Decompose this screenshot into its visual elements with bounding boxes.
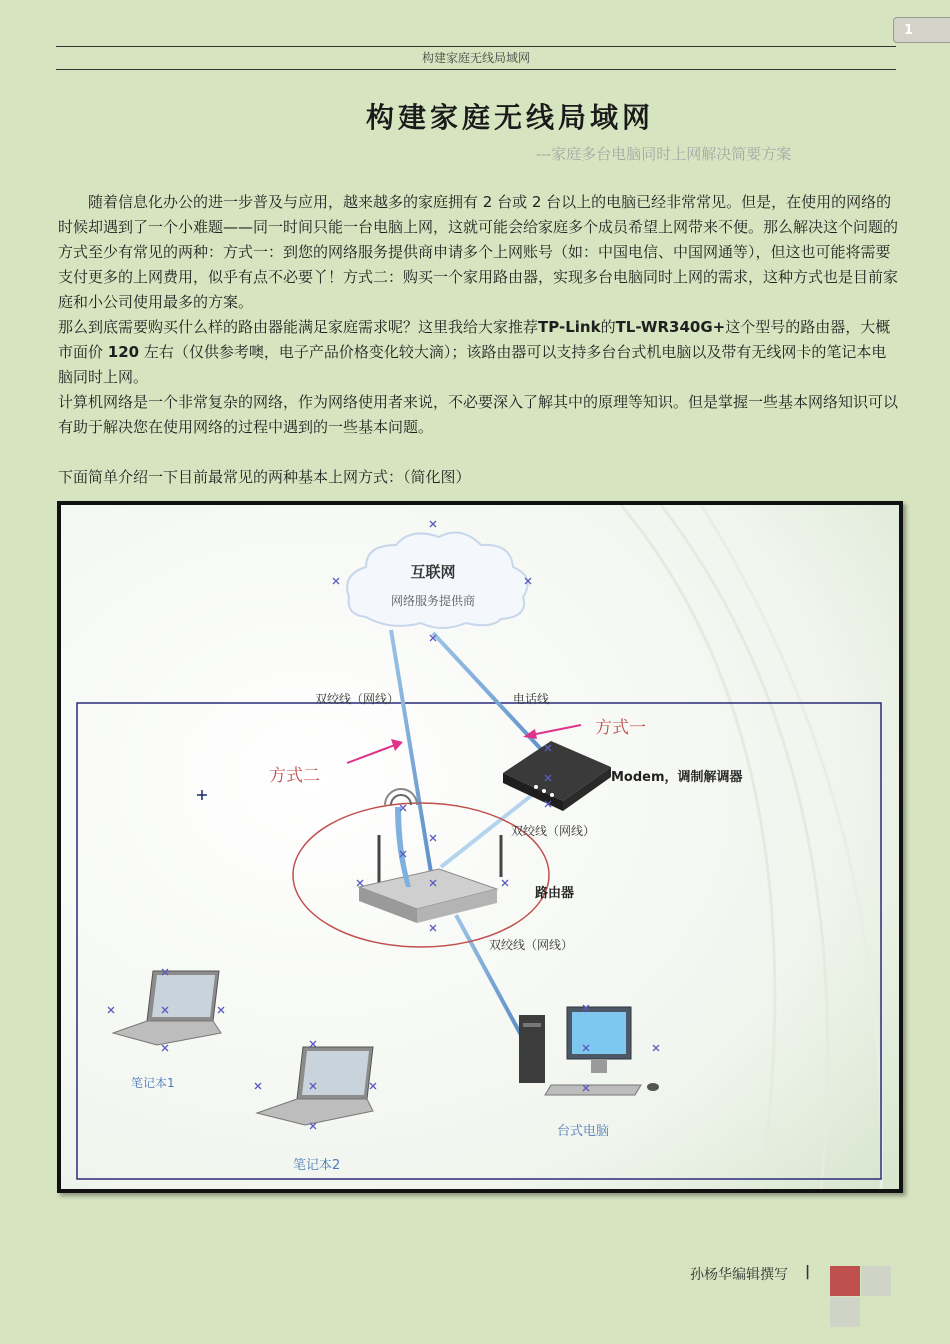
laptop-2-label: 笔记本2 xyxy=(293,1158,341,1173)
p2-text-a: 那么到底需要购买什么样的路由器能满足家庭需求呢？这里我给大家推荐 xyxy=(58,318,539,336)
method-two-label: 方式二 xyxy=(269,766,320,786)
header-rule-top xyxy=(56,46,896,47)
laptop-1-label: 笔记本1 xyxy=(131,1076,175,1090)
p2-text-b: 的 xyxy=(600,318,616,336)
page-number-tab xyxy=(893,17,950,43)
twisted-pair-label-3: 双绞线（网线） xyxy=(489,938,574,952)
phone-line-label: 电话线 xyxy=(513,692,550,706)
body-text xyxy=(58,190,900,440)
footer-square-grey-2 xyxy=(830,1297,860,1327)
price: 120 xyxy=(107,343,140,361)
diagram-intro: 下面简单介绍一下目前最常见的两种基本上网方式：（简化图） xyxy=(58,468,471,486)
router-label: 路由器 xyxy=(535,886,575,901)
paragraph-1: 随着信息化办公的进一步普及与应用，越来越多的家庭拥有 2 台或 2 台以上的电脑已经非常常见。但是，在使用的网络的时候却遇到了一个小难题——同一时间只能一台电脑上网，这就可能会给家庭多个成员希望上网带来不便。那么解决这个问题的方式至少有常见的两种：方式一：到您的网络服务提供商申请多个上网账号（如：中国电信、中国网通等），但这也可能将需要支付更多的上网费用，似乎有点不必要丫！方式二：购买一个家用路由器，实现多台电脑同时上网的需求，这种方式也是目前家庭和小公司使用最多的方案。 xyxy=(58,193,899,311)
brand-name: TP-Link xyxy=(538,318,601,336)
footer-author: 孙杨华编辑撰写 xyxy=(690,1267,788,1283)
footer-separator: | xyxy=(805,1264,811,1280)
footer-square-grey-1 xyxy=(861,1266,891,1296)
twisted-pair-label-1: 双绞线（网线） xyxy=(315,692,400,706)
paragraph-2 xyxy=(58,315,900,390)
method-one-label: 方式一 xyxy=(595,718,646,738)
page-number: 1 xyxy=(904,23,914,38)
twisted-pair-label-2: 双绞线（网线） xyxy=(511,824,596,838)
p2-text-d: 左右（仅供参考噢，电子产品价格变化较大滴）；该路由器可以支持多台台式机电脑以及带有无线网卡的笔记本电脑同时上网。 xyxy=(58,343,887,386)
header-rule-bottom xyxy=(56,69,896,70)
network-diagram xyxy=(57,501,903,1193)
p2-text-c: 这个型号的路由器，大概市面价 xyxy=(58,318,891,361)
isp-label: 网络服务提供商 xyxy=(390,594,476,608)
modem-label: Modem，调制解调器 xyxy=(611,770,743,785)
paragraph-3: 计算机网络是一个非常复杂的网络，作为网络使用者来说，不必要深入了解其中的原理等知识。但是掌握一些基本网络知识可以有助于解决您在使用网络的过程中遇到的一些基本问题。 xyxy=(58,393,899,436)
internet-label: 互联网 xyxy=(410,563,456,581)
desktop-label: 台式电脑 xyxy=(557,1124,610,1139)
document-subtitle: ---家庭多台电脑同时上网解决简要方案 xyxy=(536,145,792,163)
running-header: 构建家庭无线局域网 xyxy=(421,51,530,65)
document-title: 构建家庭无线局域网 xyxy=(365,101,654,134)
model-name: TL-WR340G+ xyxy=(615,318,726,336)
footer-square-red xyxy=(830,1266,860,1296)
